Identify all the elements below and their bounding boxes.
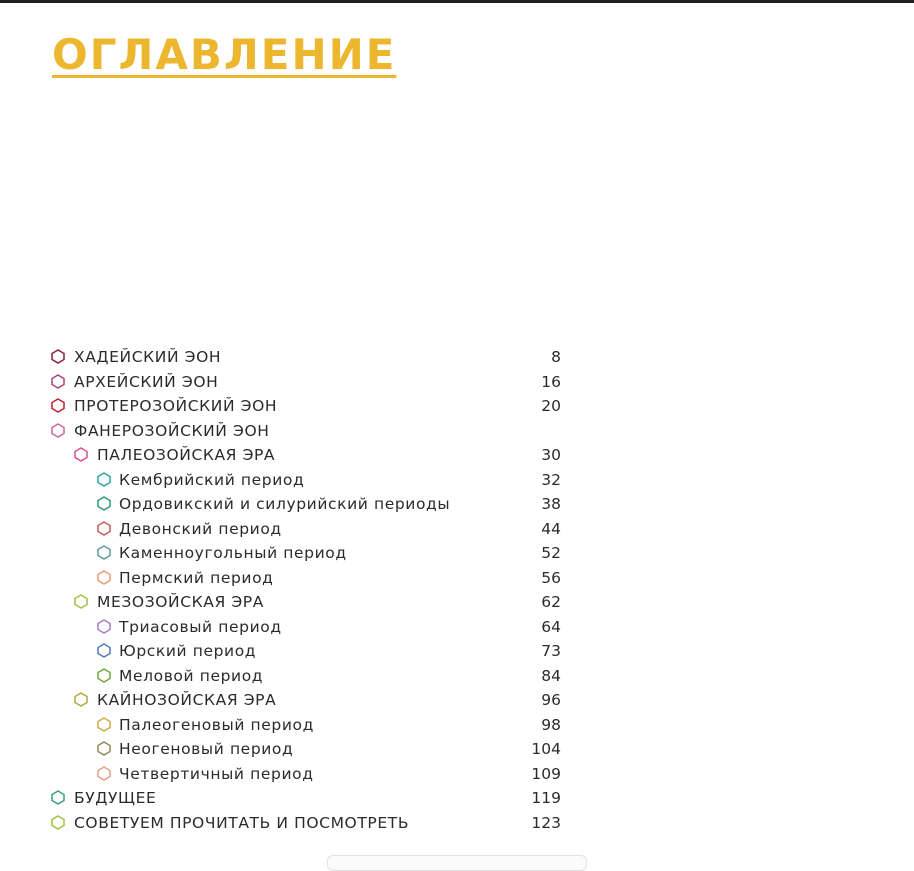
toc-entry-label: Четвертичный период [119, 764, 314, 783]
toc-entry-page-number: 119 [531, 789, 561, 807]
hexagon-icon [97, 472, 111, 487]
hexagon-icon [51, 815, 65, 830]
toc-entry[interactable] [0, 567, 914, 592]
toc-entry-page-number: 32 [541, 470, 561, 489]
toc-entry-page-number: 109 [531, 764, 561, 783]
toc-entry-page-number: 52 [541, 544, 561, 562]
hexagon-icon [51, 349, 65, 364]
toc-entry-page-number: 104 [531, 740, 561, 758]
toc-entry[interactable] [0, 591, 914, 616]
page-title: ОГЛАВЛЕНИЕ [52, 30, 397, 79]
toc-entry[interactable] [0, 395, 914, 420]
toc-entry-page-number: 73 [541, 642, 561, 660]
table-of-contents [0, 346, 914, 836]
toc-entry-page-number: 44 [541, 519, 561, 538]
toc-entry-label: Палеогеновый период [119, 715, 314, 734]
toc-entry-page-number: 38 [541, 495, 561, 513]
toc-entry-label: КАЙНОЗОЙСКАЯ ЭРА [97, 691, 277, 709]
toc-entry-label: СОВЕТУЕМ ПРОЧИТАТЬ И ПОСМОТРЕТЬ [74, 813, 410, 832]
toc-entry[interactable] [0, 763, 914, 788]
hexagon-icon [74, 594, 88, 609]
toc-entry-page-number: 30 [541, 446, 561, 464]
toc-entry[interactable] [0, 812, 914, 837]
toc-entry[interactable] [0, 689, 914, 714]
toc-entry[interactable] [0, 493, 914, 518]
toc-entry-label: Ордовикский и силурийский периоды [119, 495, 451, 513]
toc-entry-page-number: 123 [531, 813, 561, 832]
toc-entry-label: БУДУЩЕЕ [74, 789, 157, 807]
toc-entry-page-number: 84 [541, 666, 561, 685]
toc-entry[interactable] [0, 444, 914, 469]
toc-entry-page-number: 20 [541, 397, 561, 415]
toc-entry-label: Каменноугольный период [119, 544, 347, 562]
toc-entry-label: ХАДЕЙСКИЙ ЭОН [74, 348, 222, 366]
toc-entry-label: Триасовый период [119, 617, 282, 636]
toc-entry-label: Пермский период [119, 568, 274, 587]
toc-entry-page-number: 56 [541, 568, 561, 587]
toc-entry[interactable] [0, 346, 914, 371]
toc-entry-label: Юрский период [119, 642, 257, 660]
toc-entry[interactable] [0, 542, 914, 567]
toc-entry-label: ПАЛЕОЗОЙСКАЯ ЭРА [97, 446, 276, 464]
toc-entry[interactable] [0, 787, 914, 812]
toc-entry-label: ФАНЕРОЗОЙСКИЙ ЭОН [74, 421, 270, 440]
footer-element [327, 855, 587, 871]
toc-entry-page-number: 64 [541, 617, 561, 636]
hexagon-icon [97, 521, 111, 536]
hexagon-icon [74, 447, 88, 462]
toc-entry[interactable] [0, 420, 914, 445]
toc-entry-label: МЕЗОЗОЙСКАЯ ЭРА [97, 593, 264, 611]
hexagon-icon [97, 643, 111, 658]
hexagon-icon [97, 717, 111, 732]
toc-entry-page-number: 62 [541, 593, 561, 611]
toc-entry-page-number: 16 [541, 372, 561, 391]
toc-entry-label: ПРОТЕРОЗОЙСКИЙ ЭОН [74, 397, 278, 415]
hexagon-icon [97, 741, 111, 756]
toc-entry[interactable] [0, 518, 914, 543]
top-border-line [0, 0, 914, 3]
hexagon-icon [97, 619, 111, 634]
hexagon-icon [51, 374, 65, 389]
toc-entry[interactable] [0, 738, 914, 763]
hexagon-icon [97, 545, 111, 560]
toc-entry-page-number: 96 [541, 691, 561, 709]
toc-entry-label: Девонский период [119, 519, 282, 538]
toc-entry[interactable] [0, 640, 914, 665]
toc-entry-page-number: 8 [551, 348, 561, 366]
hexagon-icon [51, 398, 65, 413]
hexagon-icon [74, 692, 88, 707]
toc-entry-label: Неогеновый период [119, 740, 294, 758]
hexagon-icon [97, 570, 111, 585]
toc-entry[interactable] [0, 714, 914, 739]
hexagon-icon [97, 766, 111, 781]
toc-entry-label: Меловой период [119, 666, 264, 685]
hexagon-icon [97, 668, 111, 683]
toc-entry[interactable] [0, 665, 914, 690]
toc-entry[interactable] [0, 469, 914, 494]
toc-entry-label: АРХЕЙСКИЙ ЭОН [74, 372, 219, 391]
hexagon-icon [51, 423, 65, 438]
hexagon-icon [97, 496, 111, 511]
hexagon-icon [51, 790, 65, 805]
toc-entry[interactable] [0, 371, 914, 396]
toc-entry-page-number: 98 [541, 715, 561, 734]
toc-entry-label: Кембрийский период [119, 470, 305, 489]
toc-entry[interactable] [0, 616, 914, 641]
